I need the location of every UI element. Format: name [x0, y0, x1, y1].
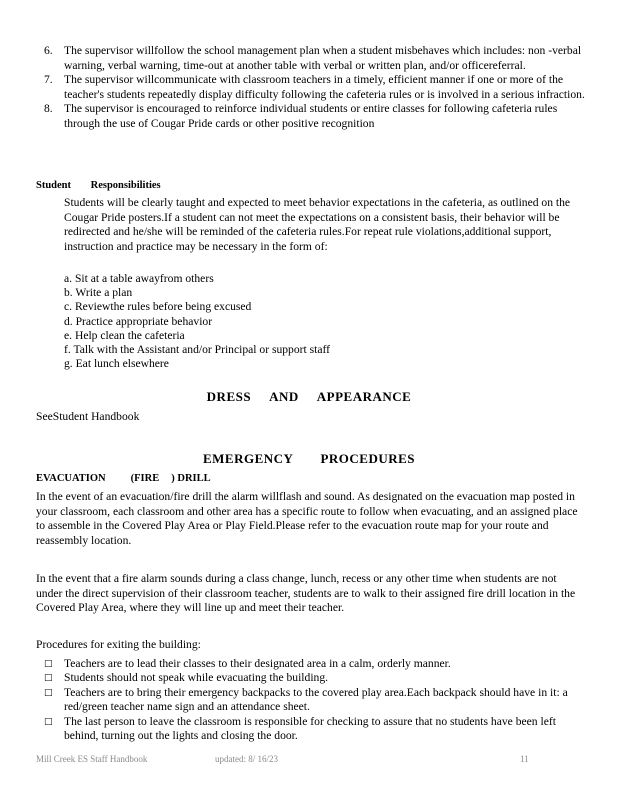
heading-word: Responsibilities — [90, 180, 161, 191]
checkbox-bullet-icon: □ — [44, 659, 53, 669]
consequences-list — [64, 272, 330, 371]
bullet-text: Teachers are to lead their classes to their designated area in a calm, orderly manner. — [64, 657, 451, 670]
list-item: b. Write a plan — [64, 286, 133, 300]
heading-word: AND — [269, 389, 299, 404]
student-responsibilities-paragraph: Students will be clearly taught and expected to meet behavior expectations in the cafeteria, as outlined on the Cougar Pride posters.If a student can not meet the expectations on a consistent basis, their behavior will be redirected and he/she will be reminded of the cafeteria rules.For repeat rule violations,additional support, instruction and practice may be necessary in the form of: — [64, 196, 571, 253]
list-item: c. Reviewthe rules before being excused — [64, 300, 252, 314]
bullet-text: The last person to leave the classroom is responsible for checking to assure that no students have been left behind, turning out the lights and closing the door. — [64, 714, 556, 743]
list-item — [44, 715, 590, 744]
dress-appearance-heading — [0, 389, 618, 405]
checkbox-bullet-icon: □ — [44, 716, 53, 727]
item-number: 8. — [44, 102, 53, 116]
list-item — [44, 657, 590, 671]
heading-word: ) DRILL — [171, 473, 211, 484]
dress-appearance-text: SeeStudent Handbook — [36, 410, 140, 423]
heading-word: APPEARANCE — [316, 389, 412, 404]
fire-alarm-paragraph: In the event that a fire alarm sounds during a class change, lunch, recess or any other time when students are not under the direct supervision of their classroom teacher, students are to walk to their assigned fire drill location in the Covered Play Area, where they will line up and meet their teacher. — [36, 572, 576, 615]
list-item — [44, 44, 590, 73]
exit-procedures-list — [44, 657, 590, 743]
evacuation-drill-heading — [36, 473, 211, 484]
list-item: g. Eat lunch elsewhere — [64, 357, 169, 371]
list-item: f. Talk with the Assistant and/or Principal or support staff — [64, 343, 331, 357]
evacuation-paragraph: In the event of an evacuation/fire drill the alarm willflash and sound. As designated on the evacuation map posted in your classroom, each classroom and other area has a specific route to follow when evacuating, and an assigned place to assemble in the Covered Play Area or Play Field.Please refer to the evacuation route map for your route and reassembly location. — [36, 490, 578, 547]
item-text: The supervisor is encouraged to reinforce individual students or entire classes for following cafeteria rules through the use of Cougar Pride cards or other positive recognition — [64, 102, 558, 130]
student-responsibilities-heading — [36, 180, 161, 191]
item-number: 6. — [44, 44, 53, 57]
item-text: The supervisor willfollow the school management plan when a student misbehaves which includes: non -verbal warning, verbal warning, time-out at another table with verbal or written plan, and/or officereferral. — [64, 44, 582, 72]
item-text: The supervisor willcommunicate with classroom teachers in a timely, efficient manner if one or more of the teacher's students repeatedly display difficulty following the cafeteria rules or is involved in a serious infraction. — [64, 73, 585, 101]
list-item: a. Sit at a table awayfrom others — [64, 272, 214, 285]
list-item: d. Practice appropriate behavior — [64, 314, 213, 328]
list-item — [44, 102, 590, 131]
list-item: e. Help clean the cafeteria — [64, 328, 185, 342]
heading-word: DRESS — [206, 389, 252, 404]
item-number: 7. — [44, 73, 53, 87]
list-item — [44, 73, 590, 102]
emergency-procedures-heading — [0, 451, 618, 467]
checkbox-bullet-icon: □ — [44, 673, 53, 684]
footer-updated-date: updated: 8/ 16/23 — [215, 754, 278, 764]
heading-word: (FIRE — [130, 473, 160, 484]
heading-word: PROCEDURES — [320, 451, 416, 466]
heading-word: Student — [36, 180, 72, 191]
supervisor-numbered-list — [44, 44, 590, 132]
heading-word: EVACUATION — [36, 473, 106, 484]
footer-page-number: 11 — [520, 754, 529, 764]
bullet-text: Students should not speak while evacuating the building. — [64, 671, 329, 685]
checkbox-bullet-icon: □ — [44, 687, 53, 698]
list-item — [44, 671, 590, 685]
heading-word: EMERGENCY — [202, 451, 294, 466]
procedures-label: Procedures for exiting the building: — [36, 638, 201, 651]
list-item — [44, 686, 590, 715]
bullet-text: Teachers are to bring their emergency backpacks to the covered play area.Each backpack should have in it: a red/green teacher name sign and an attendance sheet. — [64, 685, 568, 714]
footer-handbook-title: Mill Creek ES Staff Handbook — [36, 754, 148, 764]
